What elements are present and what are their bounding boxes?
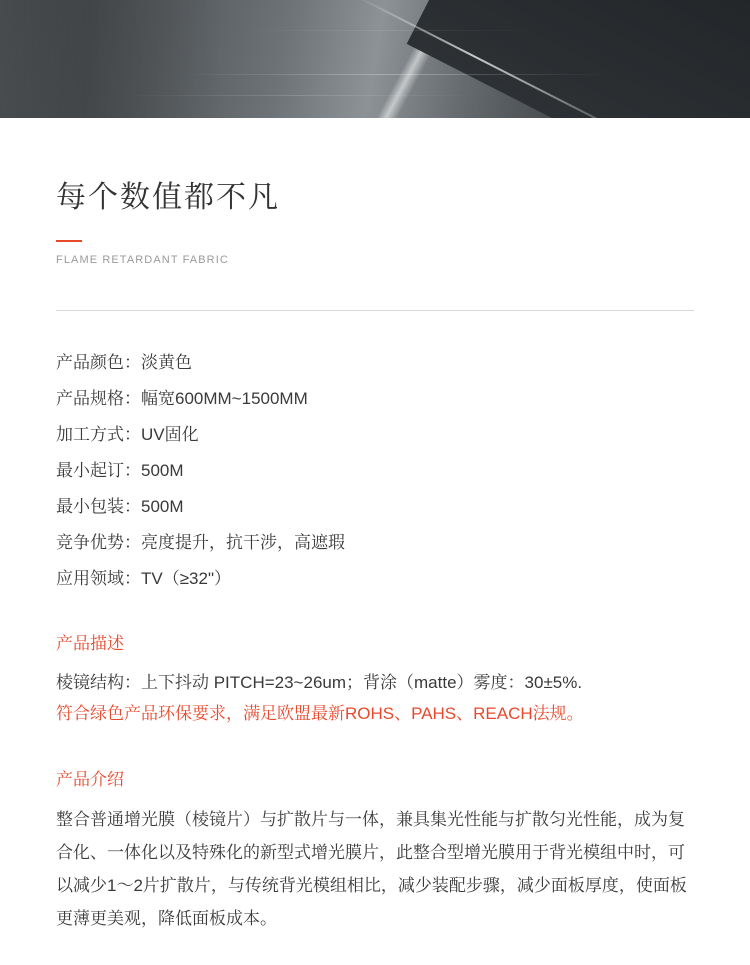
spec-row xyxy=(56,345,694,381)
page-subtitle: FLAME RETARDANT FABRIC xyxy=(56,254,229,266)
spec-value: 亮度提升，抗干涉，高遮瑕 xyxy=(141,533,345,552)
spec-value: TV（≥32"） xyxy=(141,569,231,588)
product-introduction-section xyxy=(56,767,694,935)
spec-value: 500M xyxy=(141,497,184,516)
spec-row xyxy=(56,525,694,561)
spec-row xyxy=(56,381,694,417)
spec-label: 最小包装： xyxy=(56,497,141,516)
specification-list xyxy=(56,345,694,597)
spec-label: 加工方式： xyxy=(56,425,141,444)
hero-scratch-line xyxy=(120,95,480,96)
product-description-heading: 产品描述 xyxy=(56,634,124,653)
hero-scratch-line xyxy=(180,74,610,75)
hero-banner xyxy=(0,0,750,118)
spec-value: 淡黄色 xyxy=(141,353,192,372)
content-area xyxy=(0,180,750,935)
product-introduction-body: 整合普通增光膜（棱镜片）与扩散片与一体，兼具集光性能与扩散匀光性能，成为复合化、一体化以及特殊化的新型式增光膜片，此整合型增光膜用于背光模组中时，可以减少1～2片扩散片，与传统背光模组相比，减少装配步骤，减少面板厚度，使面板更薄更美观，降低面板成本。 xyxy=(56,810,687,928)
spec-label: 竞争优势： xyxy=(56,533,141,552)
title-underline-rule xyxy=(56,240,82,242)
product-description-line-2: 符合绿色产品环保要求，满足欧盟最新ROHS、PAHS、REACH法规。 xyxy=(56,704,584,723)
spec-row xyxy=(56,417,694,453)
spec-value: 500M xyxy=(141,461,184,480)
section-divider xyxy=(56,310,694,311)
spec-label: 应用领域： xyxy=(56,569,141,588)
spec-value: 幅宽600MM~1500MM xyxy=(141,389,308,408)
product-description-line-1: 棱镜结构：上下抖动 PITCH=23~26um；背涂（matte）雾度：30±5%. xyxy=(56,673,583,692)
spec-row xyxy=(56,453,694,489)
product-description-section xyxy=(56,631,694,729)
spec-label: 产品规格： xyxy=(56,389,141,408)
spec-row xyxy=(56,489,694,525)
spec-value: UV固化 xyxy=(141,425,199,444)
spec-label: 产品颜色： xyxy=(56,353,141,372)
hero-scratch-line xyxy=(240,30,540,31)
product-introduction-heading: 产品介绍 xyxy=(56,770,124,789)
spec-row xyxy=(56,561,694,597)
page-title: 每个数值都不凡 xyxy=(56,181,280,214)
spec-label: 最小起订： xyxy=(56,461,141,480)
